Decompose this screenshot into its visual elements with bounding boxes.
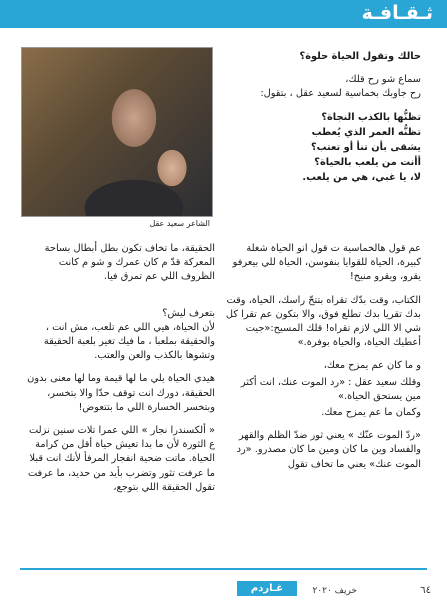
poem-line: لا، يا غبي، هي من يلعب. [302, 172, 421, 184]
paragraph: هيدي الحياة يلي ما لها قيمة وما لها معنى بدون الحقيقة، دورك انت توقف حدّا والا بتخسر، وبتخسر الخسارة اللي ما بتتعوض! [27, 373, 215, 413]
article-heading: حالك وتقول الحياة حلوة؟ [299, 51, 421, 62]
paragraph: بتعرف ليش؟ [162, 307, 215, 319]
paragraph: و ما كان عم يمزح معك، [323, 360, 421, 372]
poem-block [231, 111, 421, 186]
poem-line: أأنت من يلعب بالحياة؟ [314, 157, 421, 169]
photo-caption: الشاعر سعيد عقل [149, 219, 210, 228]
footer-divider [20, 568, 427, 570]
poet-photo [21, 47, 213, 217]
poem-line: تظنُّها بالكذب النجاة؟ [321, 111, 421, 123]
paragraph: الكتاب، وقت بدّك تقراه بتتحّ راسك، الحياة، وقت بدك تقريا بدك تطلع فوق، والا بتكون عم تقرا كل شي الا اللي لازم تقراه! قلك المسيح:«جيت أعطيك الحياة، والحياة بوفرة.» [225, 294, 421, 349]
intro-line: سماع شو رح قلك، [345, 74, 421, 86]
section-header-bar [0, 0, 447, 28]
paragraph: وقلك سعيد عقل : «رد الموت عنك، انت أكثر مين يستحق الحياة.» [240, 376, 421, 402]
paragraph: وكمان ما عم يمزح معك. [321, 407, 421, 419]
article-column-top [231, 50, 421, 187]
article-column-right [225, 242, 421, 481]
issue-label: خريف ٢٠٢٠ [312, 586, 357, 596]
intro-line: رح جاوبك بخماسية لسعيد عقل ، بتقول: [260, 88, 421, 100]
poem-line: تظنُّه العمر الذي يُعطب [311, 126, 421, 138]
page-footer [0, 577, 447, 601]
paragraph: « ألكسندرا نجار » اللي عمرا تلات سنين نزلت ع الثورة لأن ما بدا تعيش حياة أقل من كرامة الحياة. ماتت ضحية انفجار المرفأ لأنك انت قبلا ما عرفت تثور وتضرب بأيد من حديد، ما عرفت تقول الحقيقة اللي بتوجع، [27, 425, 215, 493]
paragraph: عم قول هالخماسية ت قول انو الحياة شغلة كبيرة، الحياة للقوايا بنفوسن، الحياة للي بيعرفو يقرو، ويقرو منيح! [232, 243, 421, 283]
section-title: ثـقـافـة [361, 2, 433, 24]
magazine-logo: غـاردم [237, 581, 297, 596]
paragraph: لأن الحياة، هيي اللي عم تلعب، مش انت ، والحقيقة بملعبا ، ما فيك تغير بلعبة الحقيقة وتشوها بالكذب والعن والعتب. [43, 321, 215, 362]
paragraph: الحقيقة، ما تخاف تكون بطل أبطال بساحة المعركة قدّ م كان عمرك و شو م كانت الظروف اللي عم تمرق فيا. [44, 243, 215, 283]
page-number: ٦٤ [420, 585, 431, 596]
poem-line: يشقى بأن تنأ أو تعتب؟ [310, 142, 421, 154]
article-column-left [25, 242, 215, 504]
paragraph: «ردّ الموت عنّك » يعني ثور ضدّ الظلم والقهر والفساد وين ما كان ومين ما كان مصدرو. «رد الموت عنك» يعني ما تخاف تقول [236, 430, 421, 470]
